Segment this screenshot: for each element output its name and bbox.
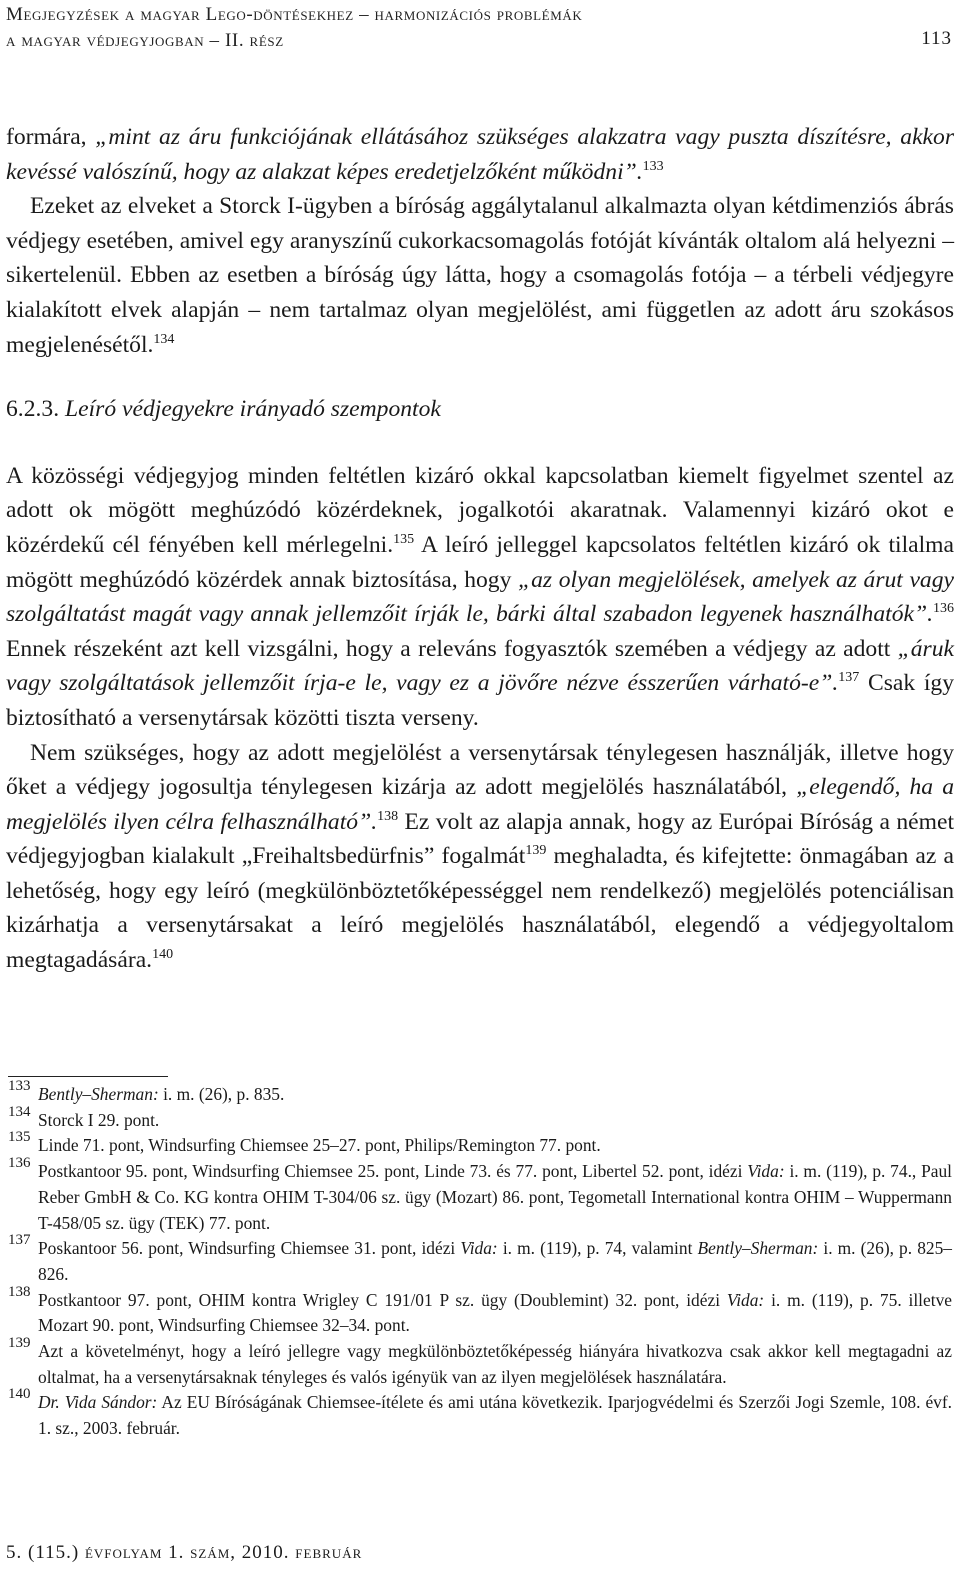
text-run: Ez volt az alapja annak, hogy az Európai Bíróság a német védjegyjogban kialakult „Freihaltsbedürfnis” fogalmát xyxy=(6,808,955,870)
footnote-text: i. m. (119), p. 74., Paul Reber GmbH & Co. KG kontra OHIM T-304/06 sz. ügy (Mozart) 86. pont, Tegometall International kontra OHIM – Wuppermann T-458/05 sz. ügy (TEK) 77. pont. xyxy=(38,1161,952,1233)
paragraph-1 xyxy=(6,120,954,189)
footnote-ref-137[interactable]: 137 xyxy=(838,670,860,686)
paragraph-4 xyxy=(6,736,954,978)
paragraph-3 xyxy=(6,459,954,736)
footnote-text: Az EU Bíróságának Chiemsee-ítélete és ami utána következik. Iparjogvédelmi és Szerzői Jogi Szemle, 108. évf. 1. sz., 2003. február. xyxy=(38,1392,953,1439)
footnote-140 xyxy=(8,1386,953,1441)
section-title: Leíró védjegyekre irányadó szempontok xyxy=(65,396,441,423)
author-name: Vida: xyxy=(747,1161,785,1182)
footnote-text: Linde 71. pont, Windsurfing Chiemsee 25–27. pont, Philips/Remington 77. pont. xyxy=(38,1135,601,1156)
page-number: 113 xyxy=(921,28,952,49)
text-run: Ezeket az elveket a Storck I-ügyben a bíróság aggálytalanul alkalmazta olyan kétdimenziós ábrás védjegy esetében, amivel egy aranyszínű cukorkacsomagolás fotóját kívánták oltalom alá helyezni – sikertelenül. Ebben az esetben a bíróság úgy látta, hogy a csomagolás fotója – a térbeli védjegyre kialakított elvek alapján – nem tartalmaz olyan megjelölést, ami független az adott áru szokásos megjelenésétől. xyxy=(6,193,954,358)
footnote-text: Postkantoor 95. pont, Windsurfing Chiemsee 25. pont, Linde 73. és 77. pont, Libertel 52. pont, idézi xyxy=(38,1161,748,1182)
footnote-text: i. m. (119), p. 74, valamint xyxy=(497,1238,698,1259)
footnote-text: i. m. (119), p. 75. illetve Mozart 90. pont, Windsurfing Chiemsee 32–34. pont. xyxy=(38,1289,952,1336)
text-run: A közösségi védjegyjog minden feltétlen kizáró okkal kapcsolatban kiemelt figyelmet szentel az adott ok mögött meghúzódó közérdeknek, jogalkotói akaratnak. Valamennyi kizáró okot e közérdekű cél fényében kell mérlegelni. xyxy=(6,462,954,558)
footnote-ref-140[interactable]: 140 xyxy=(152,947,174,963)
footnote-ref-138[interactable]: 138 xyxy=(377,808,399,824)
footnote-136 xyxy=(8,1155,952,1236)
running-head-line-2: a magyar védjegyjogban – II. rész xyxy=(6,30,284,51)
quotation: „az olyan megjelölések, amelyek az árut vagy szolgáltatást magát vagy annak jellemzőit írják le, bárki által szabadon legyenek használhatók”. xyxy=(6,566,954,628)
footnote-number: 133 xyxy=(8,1078,31,1094)
footnote-137 xyxy=(8,1232,952,1287)
footnote-135 xyxy=(8,1129,952,1159)
article-body xyxy=(6,120,954,978)
footnote-134 xyxy=(8,1103,952,1134)
quotation: „elegendő, ha a megjelölés ilyen célra felhasználható”. xyxy=(6,774,954,835)
footnote-text: Azt a követelményt, hogy a leíró jellegre vagy megkülönböztetőképesség hiányára hivatkozva csak akkor kell megtagadni az oltalmat, ha a versenytársaknak tényleges és valós igényük van az ilyen megjelölések használatára. xyxy=(38,1341,952,1387)
author-name: Vida: xyxy=(726,1289,765,1310)
section-heading xyxy=(6,392,954,427)
footnote-ref-139[interactable]: 139 xyxy=(525,843,547,859)
running-head-line-1: Megjegyzések a magyar Lego-döntésekhez – harmonizációs problémák xyxy=(6,4,583,25)
author-name: Vida: xyxy=(460,1238,498,1259)
quotation: „mint az áru funkciójának ellátásához szükséges alakzatra vagy puszta díszítésre, akkor kevéssé valószínű, hogy az alakzat képes eredetjelzőként működni”. xyxy=(6,124,954,185)
footnote-text: Poskantoor 56. pont, Windsurfing Chiemsee 31. pont, idézi xyxy=(38,1238,461,1259)
footnote-number: 139 xyxy=(8,1335,31,1352)
author-name: Dr. Vida Sándor: xyxy=(38,1392,158,1413)
footnote-number: 135 xyxy=(8,1129,31,1146)
text-run: formára, xyxy=(6,124,96,150)
text-run: Ennek részeként azt kell vizsgálni, hogy a releváns fogyasztók szemében a védjegy az adott xyxy=(6,635,898,662)
footnote-138 xyxy=(8,1283,952,1339)
author-name: Bently–Sherman: xyxy=(697,1238,819,1259)
footnote-139 xyxy=(8,1335,952,1390)
footnote-number: 140 xyxy=(8,1386,31,1403)
footnote-ref-136[interactable]: 136 xyxy=(933,601,954,617)
footnote-text: i. m. (26), p. 835. xyxy=(158,1084,285,1104)
running-head xyxy=(6,2,954,54)
page-footer: 5. (115.) évfolyam 1. szám, 2010. február xyxy=(6,1542,363,1563)
footnote-number: 138 xyxy=(8,1283,31,1300)
footnote-text: i. m. (26), p. 825–826. xyxy=(38,1238,952,1284)
author-name: Bently–Sherman: xyxy=(38,1084,159,1104)
footnote-ref-133[interactable]: 133 xyxy=(642,158,664,174)
footnote-number: 136 xyxy=(8,1155,31,1172)
footnote-133 xyxy=(8,1078,952,1108)
footnote-text: Postkantoor 97. pont, OHIM kontra Wrigley C 191/01 P sz. ügy (Doublemint) 32. pont, idézi xyxy=(38,1289,727,1310)
quotation: „áruk vagy szolgáltatások jellemzőit írja-e le, vagy ez a jövőre nézve ésszerűen várható-e”. xyxy=(6,635,954,697)
footnote-ref-135[interactable]: 135 xyxy=(393,531,415,547)
text-run: Csak így biztosítható a versenytársak közötti tiszta verseny. xyxy=(6,670,954,731)
text-run: A leíró jelleggel kapcsolatos feltétlen kizáró ok tilalma mögött meghúzódó közérdek annak biztosítása, hogy xyxy=(6,531,954,593)
footnote-separator xyxy=(8,1076,168,1077)
text-run: meghaladta, és kifejtette: önmagában az a lehetőség, hogy egy leíró (megkülönböztetőképességgel nem rendelkező) megjelölés potenciálisan kizárhatja a versenytársakat a leíró megjelölés használatából, elegendő a védjegyoltalom megtagadására. xyxy=(6,843,954,974)
footnote-number: 137 xyxy=(8,1232,31,1249)
footnote-number: 134 xyxy=(8,1103,31,1120)
text-run: Nem szükséges, hogy az adott megjelölést a versenytársak ténylegesen használják, illetve hogy őket a védjegy jogosultja ténylegesen kizárja az adott megjelölés használatából, xyxy=(6,739,954,801)
section-number: 6.2.3. xyxy=(6,396,60,423)
footnote-text: Storck I 29. pont. xyxy=(38,1109,160,1130)
paragraph-2 xyxy=(6,189,954,362)
footnote-ref-134[interactable]: 134 xyxy=(153,331,175,347)
footnotes xyxy=(8,1078,953,1442)
